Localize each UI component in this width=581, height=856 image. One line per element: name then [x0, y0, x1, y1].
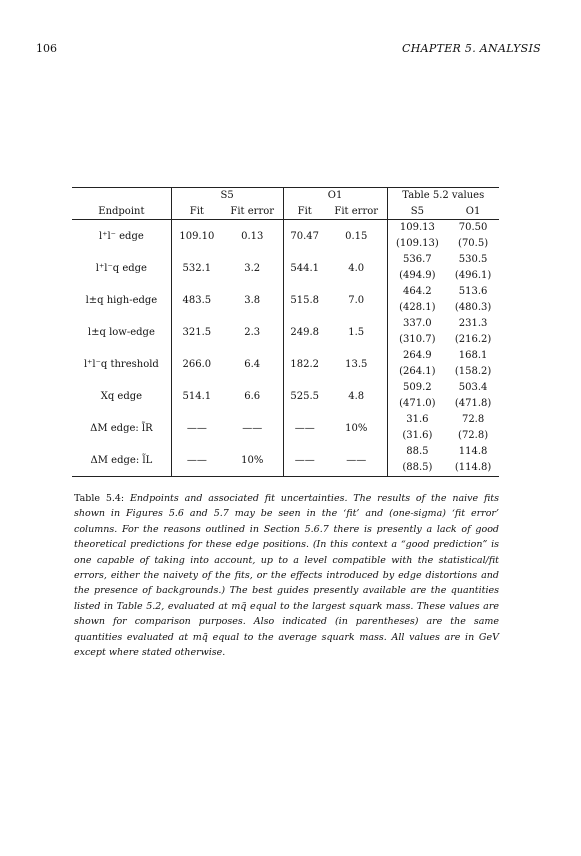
t52-o1-cell — [447, 380, 499, 412]
average-mass-value: (310.7) — [399, 334, 436, 345]
table-row — [72, 380, 499, 412]
largest-mass-value: 530.5 — [458, 254, 488, 265]
column-header: Endpoint — [72, 203, 171, 220]
endpoint-cell: l⁺l⁻q edge — [95, 262, 147, 274]
table-caption — [74, 491, 499, 660]
o1-fit-cell: 515.8 — [283, 284, 326, 316]
o1-fit-error-cell: 1.5 — [348, 326, 365, 338]
t52-s5-cell — [387, 444, 447, 477]
column-header: Fit error — [222, 203, 283, 220]
largest-mass-value: 513.6 — [458, 286, 488, 297]
t52-o1-cell — [447, 284, 499, 316]
endpoint-cell: l⁺l⁻ edge — [99, 230, 144, 242]
s5-fit-cell: 532.1 — [171, 252, 222, 284]
o1-fit-error-cell: 7.0 — [348, 294, 365, 306]
t52-s5-cell — [387, 380, 447, 412]
chapter-title: CHAPTER 5. ANALYSIS — [402, 42, 541, 55]
o1-fit-error-cell: —— — [326, 444, 387, 477]
average-mass-value: (496.1) — [454, 270, 492, 281]
s5-fit-cell: 483.5 — [171, 284, 222, 316]
column-header-row — [72, 203, 499, 220]
t52-s5-cell — [387, 348, 447, 380]
largest-mass-value: 72.8 — [461, 414, 485, 425]
largest-mass-value: 264.9 — [403, 350, 432, 361]
largest-mass-value: 70.50 — [458, 222, 488, 233]
average-mass-value: (31.6) — [402, 430, 433, 441]
caption-text: Endpoints and associated fit uncertainties. The results of the naive fits shown in Figures 5.6 and 5.7 may be seen in the ‘fit’ and (one-sigma) ‘fit error’ columns. For the reasons outlined in Section 5.6.7 there is presently a lack of good theoretical predictions for these edge positions. (In this context a “good prediction” is one capable of taking into account, up to a level compatible with the statistical/fit errors, either the naivety of the fits, or the effects introduced by edge distortions and the presence of backgrounds.) The best guides presently available are the quantities listed in Table 5.2, evaluated at mq̃ equal to the largest squark mass. These values are shown for comparison purposes. Also indicated (in parentheses) are the same quantities evaluated at mq̃ equal to the average squark mass. All values are in GeV except where stated otherwise. — [74, 493, 499, 659]
largest-mass-value: 168.1 — [458, 350, 488, 361]
t52-o1-cell — [447, 316, 499, 348]
s5-fit-cell: 514.1 — [171, 380, 222, 412]
o1-fit-cell: —— — [283, 412, 326, 444]
largest-mass-value: 509.2 — [403, 382, 432, 393]
s5-fit-error-cell: 0.13 — [241, 230, 264, 242]
o1-fit-cell: 70.47 — [283, 220, 326, 253]
column-header: O1 — [447, 203, 499, 220]
t52-o1-cell — [447, 220, 499, 253]
largest-mass-value: 31.6 — [406, 414, 429, 425]
s5-fit-cell: 321.5 — [171, 316, 222, 348]
s5-fit-error-cell: 3.2 — [244, 262, 261, 274]
s5-fit-error-cell: 10% — [222, 444, 283, 477]
s5-fit-cell: 109.10 — [171, 220, 222, 253]
t52-s5-cell — [387, 412, 447, 444]
average-mass-value: (264.1) — [399, 366, 436, 377]
largest-mass-value: 337.0 — [403, 318, 432, 329]
s5-fit-cell: 266.0 — [171, 348, 222, 380]
largest-mass-value: 114.8 — [458, 446, 488, 457]
o1-fit-cell: —— — [283, 444, 326, 477]
o1-fit-error-cell: 4.8 — [348, 390, 365, 402]
o1-fit-error-cell: 13.5 — [345, 358, 368, 370]
t52-o1-cell — [447, 444, 499, 477]
table-row — [72, 316, 499, 348]
table-row — [72, 412, 499, 444]
page-number: 106 — [36, 42, 57, 55]
table-row — [72, 252, 499, 284]
t52-o1-cell — [447, 412, 499, 444]
o1-fit-cell: 249.8 — [283, 316, 326, 348]
o1-fit-error-cell: 10% — [345, 422, 368, 434]
average-mass-value: (494.9) — [399, 270, 436, 281]
average-mass-value: (216.2) — [454, 334, 492, 345]
endpoint-cell: ΔM edge: l̃R — [90, 422, 153, 434]
column-header: Fit — [171, 203, 222, 220]
o1-fit-cell: 525.5 — [283, 380, 326, 412]
endpoint-cell: ΔM edge: l̃L — [72, 444, 171, 477]
s5-fit-error-cell: 6.6 — [244, 390, 261, 402]
average-mass-value: (480.3) — [454, 302, 492, 313]
s5-fit-error-cell: 6.4 — [244, 358, 261, 370]
t52-s5-cell — [387, 220, 447, 253]
t52-s5-cell — [387, 252, 447, 284]
average-mass-value: (114.8) — [454, 462, 492, 473]
group-header-s5: S5 — [171, 188, 283, 204]
caption-label: Table 5.4: — [74, 493, 125, 504]
largest-mass-value: 109.13 — [399, 222, 435, 233]
largest-mass-value: 464.2 — [403, 286, 432, 297]
column-header: S5 — [387, 203, 447, 220]
endpoint-cell: Xq edge — [100, 390, 143, 402]
s5-fit-cell: —— — [171, 412, 222, 444]
page-header — [36, 42, 541, 56]
t52-o1-cell — [447, 348, 499, 380]
o1-fit-cell: 544.1 — [283, 252, 326, 284]
average-mass-value: (471.8) — [454, 398, 492, 409]
table-row — [72, 220, 499, 253]
s5-fit-error-cell: 3.8 — [244, 294, 261, 306]
endpoints-table — [72, 187, 499, 477]
average-mass-value: (428.1) — [399, 302, 436, 313]
s5-fit-cell: —— — [171, 444, 222, 477]
group-header-o1: O1 — [283, 188, 387, 204]
average-mass-value: (471.0) — [399, 398, 436, 409]
s5-fit-error-cell: —— — [242, 422, 263, 434]
column-header: Fit — [283, 203, 326, 220]
largest-mass-value: 88.5 — [406, 446, 429, 457]
average-mass-value: (88.5) — [402, 462, 433, 473]
table-row — [72, 284, 499, 316]
largest-mass-value: 231.3 — [458, 318, 488, 329]
average-mass-value: (70.5) — [458, 238, 489, 249]
group-header-row — [72, 188, 499, 204]
average-mass-value: (72.8) — [458, 430, 489, 441]
endpoint-cell: l±q low-edge — [87, 326, 155, 338]
o1-fit-error-cell: 0.15 — [345, 230, 368, 242]
table-row — [72, 444, 499, 477]
endpoint-cell: l±q high-edge — [85, 294, 158, 306]
t52-s5-cell — [387, 284, 447, 316]
s5-fit-error-cell: 2.3 — [244, 326, 261, 338]
o1-fit-cell: 182.2 — [283, 348, 326, 380]
t52-s5-cell — [387, 316, 447, 348]
t52-o1-cell — [447, 252, 499, 284]
group-header-table52: Table 5.2 values — [387, 188, 499, 204]
column-header: Fit error — [326, 203, 387, 220]
average-mass-value: (158.2) — [454, 366, 492, 377]
average-mass-value: (109.13) — [395, 238, 439, 249]
endpoint-cell: l⁺l⁻q threshold — [83, 358, 159, 370]
o1-fit-error-cell: 4.0 — [348, 262, 365, 274]
largest-mass-value: 503.4 — [458, 382, 488, 393]
table-row — [72, 348, 499, 380]
largest-mass-value: 536.7 — [403, 254, 432, 265]
